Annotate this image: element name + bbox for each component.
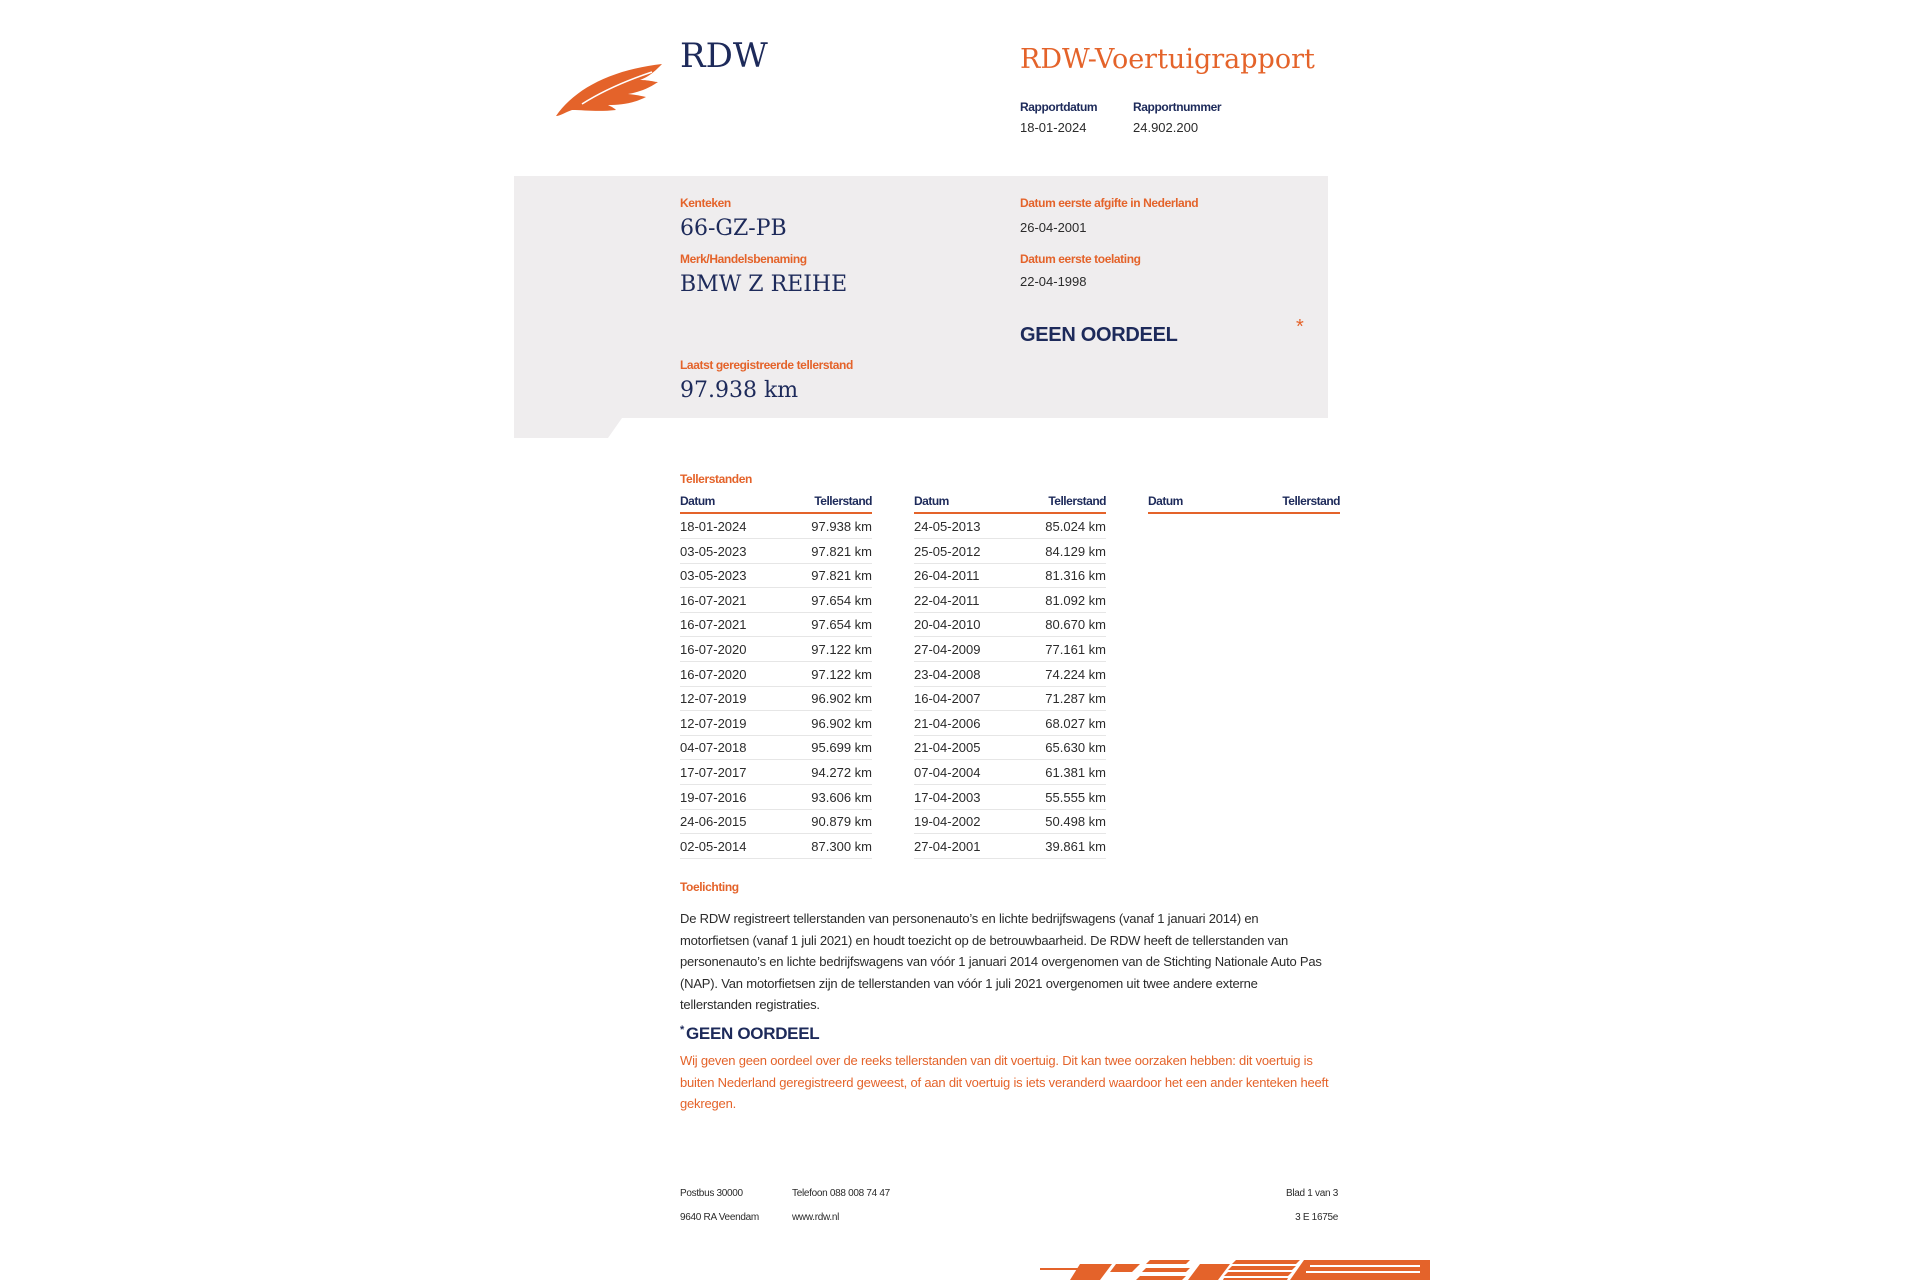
report-title: RDW-Voertuigrapport [1020, 44, 1315, 75]
reading-column-header: Tellerstand [1282, 494, 1340, 508]
reading-value: 77.161 km [1045, 642, 1106, 657]
brand-name: RDW [680, 36, 768, 76]
reading-date: 25-05-2012 [914, 543, 981, 559]
verdict-badge: GEEN OORDEEL [1020, 324, 1178, 346]
verdict-note-text: Wij geven geen oordeel over de reeks tellerstanden van dit voertuig. Dit kan twee oorzaken hebben: dit voertuig is buiten Nederland geregistreerd geweest, of aan dit voertuig is iets veranderd waardoor het een ander kenteken heeft gekregen. [680, 1053, 1329, 1111]
table-row [680, 612, 872, 637]
reading-date: 02-05-2014 [680, 838, 747, 854]
table-row [680, 588, 872, 613]
footer-page-number: Blad 1 van 3 [1286, 1188, 1338, 1199]
table-row [914, 809, 1106, 834]
table-row [680, 686, 872, 711]
table-row [680, 539, 872, 564]
reading-value: 39.861 km [1045, 838, 1106, 854]
reading-date: 03-05-2023 [680, 568, 747, 584]
reading-value: 94.272 km [811, 765, 872, 780]
reading-value: 97.821 km [811, 568, 872, 584]
date-column-header: Datum [680, 494, 715, 508]
reading-value: 81.092 km [1045, 592, 1106, 608]
reading-date: 21-04-2006 [914, 715, 981, 731]
first-admission-label: Datum eerste toelating [1020, 252, 1141, 266]
readings-section-label: Tellerstanden [680, 472, 752, 486]
readings-column-header [680, 494, 872, 514]
reading-value: 97.122 km [811, 642, 872, 657]
speed-stripes-icon [1040, 1260, 1430, 1280]
reading-value: 71.287 km [1045, 691, 1106, 707]
footer-address-line1: Postbus 30000 [680, 1188, 743, 1199]
reading-value: 90.879 km [811, 814, 872, 830]
table-row [914, 711, 1106, 736]
reading-value: 97.821 km [811, 543, 872, 559]
reading-value: 55.555 km [1045, 789, 1106, 805]
odometer-label: Laatst geregistreerde tellerstand [680, 358, 853, 372]
reading-value: 85.024 km [1045, 519, 1106, 534]
table-row [680, 514, 872, 539]
reading-date: 04-07-2018 [680, 740, 747, 756]
reading-value: 50.498 km [1045, 814, 1106, 830]
table-row [914, 539, 1106, 564]
table-row [680, 785, 872, 810]
reading-date: 16-04-2007 [914, 691, 981, 707]
table-row [914, 686, 1106, 711]
reading-date: 16-07-2021 [680, 617, 747, 633]
plate-value: 66-GZ-PB [680, 216, 787, 241]
report-date-label: Rapportdatum [1020, 100, 1098, 114]
reading-value: 80.670 km [1045, 617, 1106, 633]
reading-value: 74.224 km [1045, 666, 1106, 682]
reading-column-header: Tellerstand [814, 494, 872, 508]
verdict-footnote-star: * [1296, 316, 1304, 338]
plate-label: Kenteken [680, 196, 731, 210]
reading-date: 19-07-2016 [680, 789, 747, 805]
table-row [914, 785, 1106, 810]
make-value: BMW Z REIHE [680, 272, 848, 297]
reading-column-header: Tellerstand [1048, 494, 1106, 508]
table-row [914, 735, 1106, 760]
reading-value: 84.129 km [1045, 543, 1106, 559]
table-row [680, 735, 872, 760]
verdict-note-star: * [680, 1024, 684, 1036]
explanation-text: De RDW registreert tellerstanden van personenauto’s en lichte bedrijfswagens (vanaf 1 januari 2014) en motorfietsen (vanaf 1 juli 2021) en houdt toezicht op de betrouwbaarheid. De RDW heeft de tellerstanden van personenauto’s en lichte bedrijfswagens van vóór 1 januari 2014 overgenomen van de Stichting Nationale Auto Pas (NAP). Van motorfietsen zijn de tellerstanden van vóór 1 juli 2021 overgenomen uit twee andere externe tellerstanden registraties. [680, 911, 1322, 1012]
odometer-value: 97.938 km [680, 378, 799, 403]
reading-date: 17-07-2017 [680, 765, 747, 780]
reading-date: 20-04-2010 [914, 617, 981, 633]
table-row [914, 760, 1106, 785]
table-row [680, 563, 872, 588]
reading-value: 61.381 km [1045, 765, 1106, 780]
make-label: Merk/Handelsbenaming [680, 252, 807, 266]
reading-date: 03-05-2023 [680, 543, 747, 559]
verdict-note-title [680, 1024, 819, 1044]
verdict-note-heading: GEEN OORDEEL [685, 1024, 820, 1043]
reading-value: 95.699 km [811, 740, 872, 756]
reading-value: 97.938 km [811, 519, 872, 534]
footer-website: www.rdw.nl [792, 1212, 840, 1223]
vehicle-info-panel [514, 176, 1328, 438]
table-row [680, 760, 872, 785]
reading-date: 17-04-2003 [914, 789, 981, 805]
table-row [914, 662, 1106, 687]
footer-address-line2: 9640 RA Veendam [680, 1212, 759, 1223]
reading-date: 16-07-2021 [680, 592, 747, 608]
first-registration-nl-value: 26-04-2001 [1020, 220, 1087, 235]
reading-date: 24-06-2015 [680, 814, 747, 830]
reading-value: 87.300 km [811, 838, 872, 854]
reading-value: 97.654 km [811, 617, 872, 633]
first-admission-value: 22-04-1998 [1020, 274, 1087, 289]
reading-date: 27-04-2001 [914, 838, 981, 854]
reading-value: 96.902 km [811, 691, 872, 707]
table-row [680, 711, 872, 736]
reading-date: 26-04-2011 [914, 568, 980, 584]
reading-date: 18-01-2024 [680, 519, 747, 534]
reading-date: 24-05-2013 [914, 519, 981, 534]
reading-value: 97.654 km [811, 592, 872, 608]
date-column-header: Datum [1148, 494, 1183, 508]
readings-column-header [1148, 494, 1340, 514]
footer-phone: Telefoon 088 008 74 47 [792, 1188, 890, 1199]
table-row [914, 834, 1106, 859]
reading-date: 07-04-2004 [914, 765, 981, 780]
reading-date: 16-07-2020 [680, 666, 747, 682]
reading-date: 12-07-2019 [680, 691, 747, 707]
explanation-label: Toelichting [680, 880, 739, 894]
report-number: 24.902.200 [1133, 120, 1199, 135]
footer-document-code: 3 E 1675e [1295, 1212, 1338, 1223]
table-row [914, 514, 1106, 539]
report-date: 18-01-2024 [1020, 120, 1087, 135]
table-row [914, 588, 1106, 613]
table-row [680, 809, 872, 834]
reading-date: 16-07-2020 [680, 642, 747, 657]
rdw-logo-icon [554, 60, 668, 120]
reading-value: 65.630 km [1045, 740, 1106, 756]
reading-value: 97.122 km [811, 666, 872, 682]
reading-date: 22-04-2011 [914, 592, 980, 608]
reading-date: 21-04-2005 [914, 740, 981, 756]
table-row [914, 563, 1106, 588]
date-column-header: Datum [914, 494, 949, 508]
table-row [680, 662, 872, 687]
reading-value: 93.606 km [811, 789, 872, 805]
reading-date: 23-04-2008 [914, 666, 981, 682]
reading-date: 27-04-2009 [914, 642, 981, 657]
table-row [680, 834, 872, 859]
report-number-label: Rapportnummer [1133, 100, 1222, 114]
table-row [914, 637, 1106, 662]
table-row [680, 637, 872, 662]
readings-column-header [914, 494, 1106, 514]
reading-date: 12-07-2019 [680, 715, 747, 731]
reading-value: 96.902 km [811, 715, 872, 731]
reading-value: 68.027 km [1045, 715, 1106, 731]
reading-value: 81.316 km [1045, 568, 1106, 584]
table-row [914, 612, 1106, 637]
first-registration-nl-label: Datum eerste afgifte in Nederland [1020, 196, 1199, 210]
reading-date: 19-04-2002 [914, 814, 981, 830]
